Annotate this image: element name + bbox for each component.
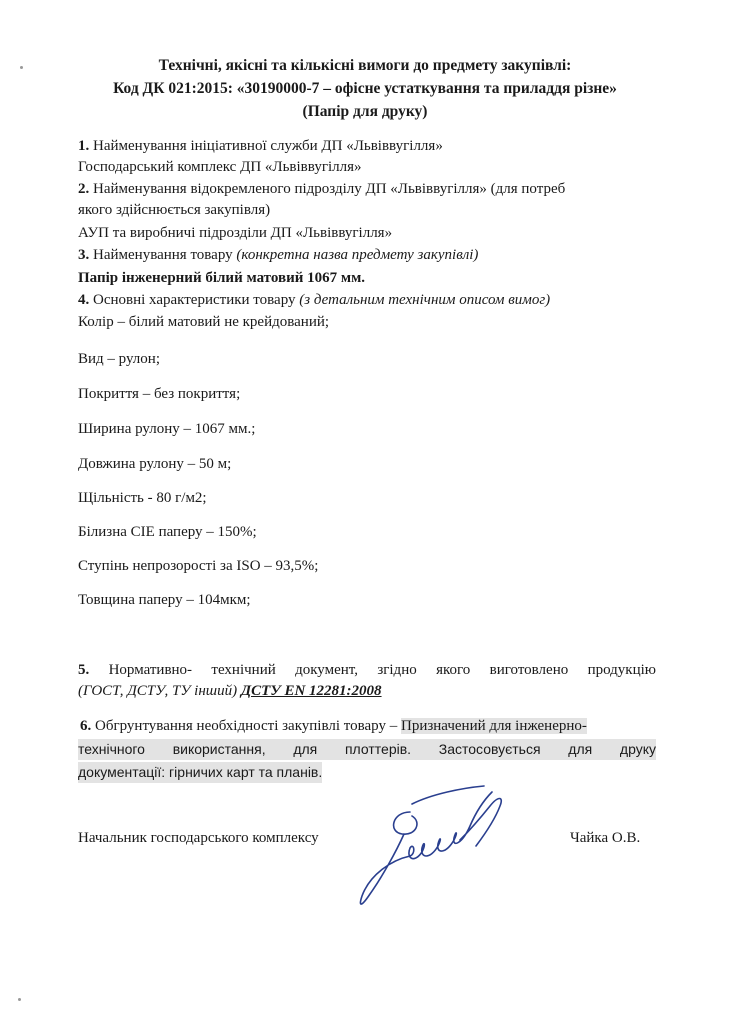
section-6-justification: Призначений для інженерно- <box>400 718 587 734</box>
section-1-number: 1. <box>78 138 90 154</box>
characteristic-item: Ступінь непрозорості за ISO – 93,5%; <box>78 558 319 574</box>
signature-position: Начальник господарського комплексу <box>78 830 319 846</box>
section-6-line-1 <box>80 716 587 737</box>
characteristic-item: Покриття – без покриття; <box>78 386 241 402</box>
section-3-label <box>78 245 478 266</box>
section-4-label <box>78 290 550 311</box>
section-4-number: 4. <box>78 292 90 308</box>
characteristic-item: Товщина паперу – 104мкм; <box>78 592 251 608</box>
section-3-hint: (конкретна назва предмету закупівлі) <box>236 247 479 263</box>
characteristic-item: Ширина рулону – 1067 мм.; <box>78 421 256 437</box>
section-5-line-1 <box>78 660 656 681</box>
section-3-value: Папір інженерний білий матовий 1067 мм. <box>78 270 366 286</box>
section-2-number: 2. <box>78 181 90 197</box>
section-2-label <box>78 179 565 200</box>
section-1-value: Господарський комплекс ДП «Львіввугілля» <box>78 159 362 175</box>
section-6-line-3: документації: гірничих карт та планів. <box>78 762 322 783</box>
section-5-hint: (ГОСТ, ДСТУ, ТУ інший) <box>78 683 238 699</box>
section-5-text: Нормативно- технічний документ, згідно якого виготовлено продукцію <box>89 662 656 678</box>
section-6-line-2: технічного використання, для плоттерів. Застосовується для друку <box>78 739 656 760</box>
characteristic-item: Колір – білий матовий не крейдований; <box>78 314 330 330</box>
signature-name: Чайка О.В. <box>570 830 641 846</box>
scan-speck <box>18 998 21 1001</box>
header-line-2: Код ДК 021:2015: «30190000-7 – офісне устаткування та приладдя різне» <box>113 80 617 97</box>
section-3-text: Найменування товару <box>89 247 237 263</box>
section-6-text: Обгрунтування необхідності закупівлі товару – <box>91 718 401 734</box>
characteristic-item: Щільність - 80 г/м2; <box>78 490 207 506</box>
section-3-number: 3. <box>78 247 90 263</box>
scan-speck <box>20 66 23 69</box>
header-line-1: Технічні, якісні та кількісні вимоги до предмету закупівлі: <box>158 57 572 74</box>
section-4-text: Основні характеристики товару <box>89 292 300 308</box>
section-4-hint: (з детальним технічним описом вимог) <box>299 292 551 308</box>
handwritten-signature <box>352 782 542 912</box>
section-1-label <box>78 136 443 157</box>
section-6-number: 6. <box>80 718 92 734</box>
section-2-value: АУП та виробничі підрозділи ДП «Львіввугілля» <box>78 225 393 241</box>
section-5-line-2 <box>78 681 382 702</box>
characteristic-item: Білизна CIE паперу – 150%; <box>78 524 257 540</box>
section-5-number: 5. <box>78 662 90 678</box>
section-1-text: Найменування ініціативної служби ДП «Львіввугілля» <box>89 138 443 154</box>
section-2-label-cont: якого здійснюється закупівля) <box>78 202 271 218</box>
section-5-standard: ДСТУ EN 12281:2008 <box>240 683 382 699</box>
header-line-3: (Папір для друку) <box>302 103 428 120</box>
characteristic-item: Довжина рулону – 50 м; <box>78 456 232 472</box>
characteristic-item: Вид – рулон; <box>78 351 160 367</box>
section-2-text: Найменування відокремленого підрозділу ДП «Львіввугілля» (для потреб <box>89 181 566 197</box>
